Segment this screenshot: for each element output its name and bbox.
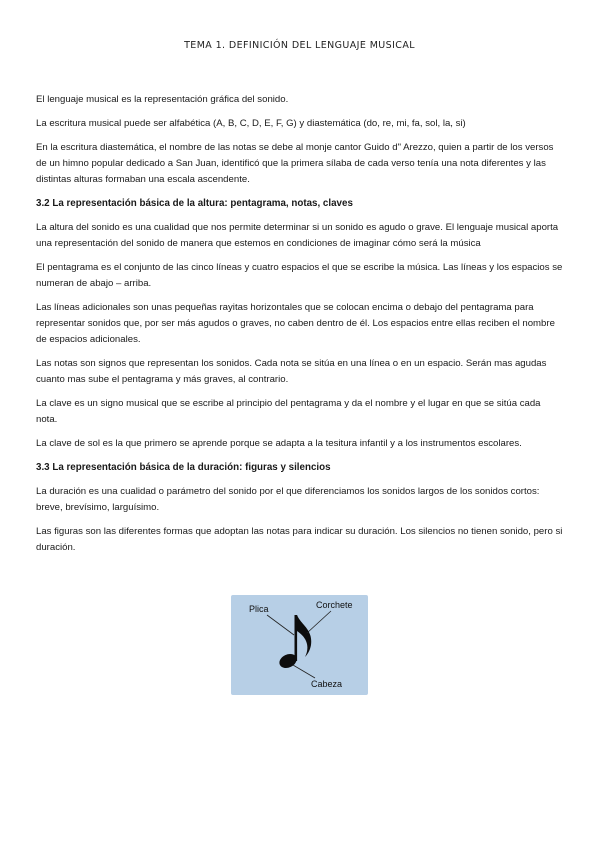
paragraph-notas: Las notas son signos que representan los sonidos. Cada nota se sitúa en una línea o en un espacio. Serán mas agudas cuanto mas sube el pentagrama y más graves, al contrario.	[36, 358, 547, 385]
paragraph-duracion: La duración es una cualidad o parámetro del sonido por el que diferenciamos los sonidos largos de los sonidos cortos: breve, brevísimo, larguísimo.	[36, 486, 540, 513]
note-flag-icon	[297, 615, 311, 657]
plica-pointer-line	[267, 615, 294, 635]
paragraph-clave-sol: La clave de sol es la que primero se aprende porque se adapta a la tesitura infantil y a los instrumentos escolares.	[36, 438, 522, 449]
cabeza-pointer-line	[293, 665, 315, 678]
section-heading-duracion: 3.3 La representación básica de la duración: figuras y silencios	[36, 462, 331, 473]
label-corchete: Corchete	[316, 600, 353, 610]
paragraph-clave: La clave es un signo musical que se escribe al principio del pentagrama y da el nombre y el lugar en que se sitúa cada nota.	[36, 398, 541, 425]
paragraph-lineas-adicionales: Las líneas adicionales son unas pequeñas rayitas horizontales que se colocan encima o debajo del pentagrama para representar sonidos que, por ser más agudos o graves, no caben dentro de él. Los espacios entre ellas reciben el nombre de espacios adicionales.	[36, 302, 555, 345]
eighth-note-figure	[231, 595, 368, 695]
eighth-note-diagram	[231, 595, 368, 695]
page-title: TEMA 1. DEFINICIÓN DEL LENGUAJE MUSICAL	[184, 40, 415, 51]
label-plica: Plica	[249, 604, 269, 614]
paragraph-writing-types: La escritura musical puede ser alfabética (A, B, C, D, E, F, G) y diastemática (do, re, mi, fa, sol, la, si)	[36, 118, 466, 129]
corchete-pointer-line	[307, 611, 331, 633]
paragraph-figuras: Las figuras son las diferentes formas que adoptan las notas para indicar su duración. Los silencios no tienen sonido, pero si duración.	[36, 526, 563, 553]
paragraph-pentagrama: El pentagrama es el conjunto de las cinco líneas y cuatro espacios el que se escribe la música. Las líneas y los espacios se numeran de abajo – arriba.	[36, 262, 563, 289]
paragraph-guido-arezzo: En la escritura diastemática, el nombre de las notas se debe al monje cantor Guido d" Arezzo, quien a partir de los versos de un himno popular dedicado a San Juan, identificó que la primera sílaba de cada verso tenía una nota diferentes y las distintas alturas formaban una escala ascendente.	[36, 142, 554, 185]
paragraph-definition: El lenguaje musical es la representación gráfica del sonido.	[36, 94, 289, 105]
section-heading-altura: 3.2 La representación básica de la altura: pentagrama, notas, claves	[36, 198, 353, 209]
document-body	[36, 92, 564, 564]
note-stem-icon	[295, 615, 298, 661]
label-cabeza: Cabeza	[311, 679, 343, 689]
paragraph-altura: La altura del sonido es una cualidad que nos permite determinar si un sonido es agudo o grave. El lenguaje musical aporta una representación del sonido de manera que estemos en condiciones de imaginar cómo será la música	[36, 222, 559, 249]
